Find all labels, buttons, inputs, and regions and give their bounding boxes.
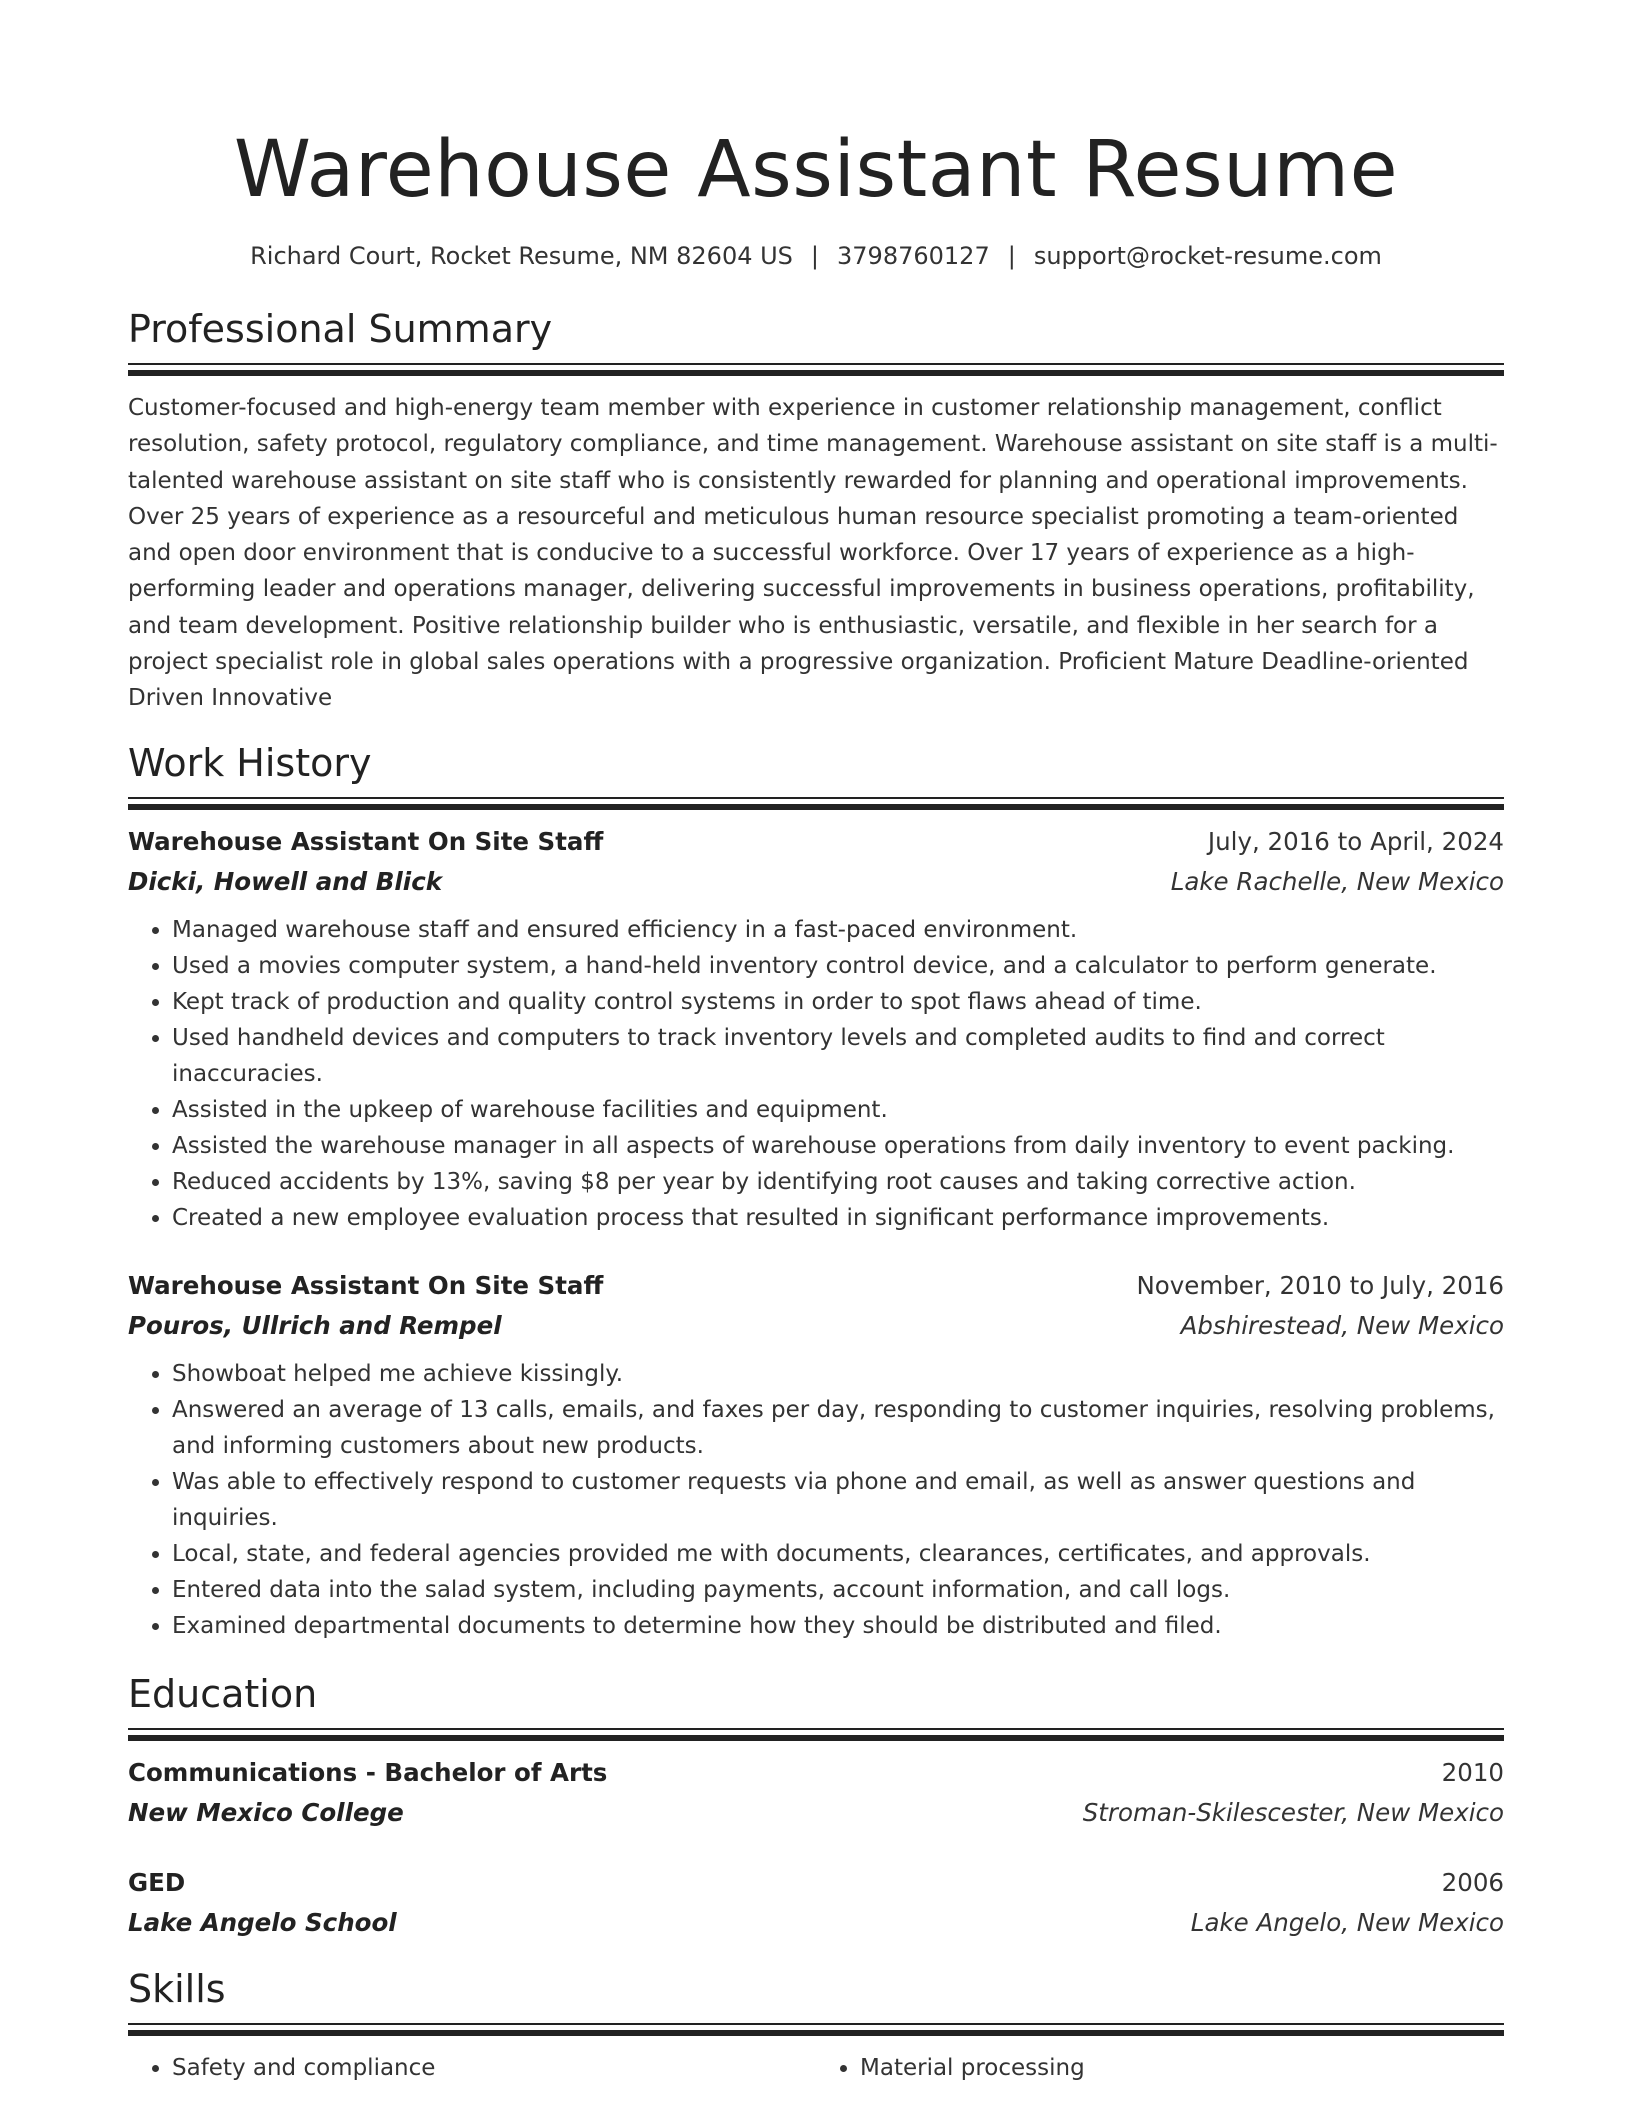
job-title: Warehouse Assistant On Site Staff bbox=[128, 826, 604, 856]
education-location: Stroman-Skilescester, New Mexico bbox=[1082, 1797, 1504, 1827]
job-bullet: • Examined departmental documents to determine how they should be distributed and filed. bbox=[172, 1608, 1504, 1644]
contact-email[interactable]: support@rocket-resume.com bbox=[1033, 242, 1382, 270]
job-title: Warehouse Assistant On Site Staff bbox=[128, 1270, 604, 1300]
job-bullet: • Used handheld devices and computers to track inventory levels and completed audits to find and correct inaccuracies. bbox=[172, 1020, 1504, 1092]
job-dates: July, 2016 to April, 2024 bbox=[1207, 826, 1504, 856]
section-divider bbox=[128, 363, 1504, 376]
education-school: New Mexico College bbox=[128, 1797, 404, 1827]
job-bullet: • Assisted in the upkeep of warehouse facilities and equipment. bbox=[172, 1092, 1504, 1128]
job-bullet: • Used a movies computer system, a hand-held inventory control device, and a calculator to perform generate. bbox=[172, 948, 1504, 984]
education-entry bbox=[128, 1863, 1504, 1943]
education-degree: Communications - Bachelor of Arts bbox=[128, 1757, 608, 1787]
job-dates: November, 2010 to July, 2016 bbox=[1136, 1270, 1504, 1300]
job-bullet: • Entered data into the salad system, including payments, account information, and call logs. bbox=[172, 1572, 1504, 1608]
job-bullet: • Answered an average of 13 calls, emails, and faxes per day, responding to customer inquiries, resolving problems, and informing customers about new products. bbox=[172, 1392, 1504, 1464]
contact-line bbox=[128, 240, 1504, 272]
job-company: Dicki, Howell and Blick bbox=[128, 866, 443, 896]
summary-text: Customer-focused and high-energy team member with experience in customer relationship management, conflict resolution, safety protocol, regulatory compliance, and time management. Warehouse assistant on site staff is a multi-talented warehouse assistant on site staff who is consistently rewarded for planning and operational improvements. Over 25 years of experience as a resourceful and meticulous human resource specialist promoting a team-oriented and open door environment that is conducive to a successful workforce. Over 17 years of experience as a high-performing leader and operations manager, delivering successful improvements in business operations, profitability, and team development. Positive relationship builder who is enthusiastic, versatile, and flexible in her search for a project specialist role in global sales operations with a progressive organization. Proficient Mature Deadline-oriented Driven Innovative bbox=[128, 395, 1498, 712]
contact-address: Richard Court, Rocket Resume, NM 82604 US bbox=[250, 242, 793, 270]
section-divider bbox=[128, 797, 1504, 810]
skills-list bbox=[128, 2050, 1504, 2086]
job-bullet: • Was able to effectively respond to customer requests via phone and email, as well as answer questions and inquiries. bbox=[172, 1464, 1504, 1536]
skills-section bbox=[128, 1965, 1504, 2086]
education-heading: Education bbox=[128, 1671, 318, 1716]
job-bullets bbox=[128, 912, 1504, 1236]
education-location: Lake Angelo, New Mexico bbox=[1190, 1907, 1504, 1937]
contact-separator: | bbox=[810, 242, 820, 270]
job-bullet: • Reduced accidents by 13%, saving $8 per year by identifying root causes and taking corrective action. bbox=[172, 1164, 1504, 1200]
education-degree: GED bbox=[128, 1867, 186, 1897]
contact-separator: | bbox=[1007, 242, 1016, 270]
contact-phone: 3798760127 bbox=[837, 242, 990, 270]
job-bullet: • Managed warehouse staff and ensured efficiency in a fast-paced environment. bbox=[172, 912, 1504, 948]
summary-section bbox=[128, 305, 1504, 717]
summary-heading: Professional Summary bbox=[128, 307, 553, 351]
skill-item: • Safety and compliance bbox=[172, 2050, 816, 2086]
work-history-section bbox=[128, 739, 1504, 1644]
education-entry bbox=[128, 1753, 1504, 1833]
resume-title: Warehouse Assistant Resume bbox=[233, 125, 1399, 215]
skills-heading: Skills bbox=[128, 1966, 226, 2011]
job-entry bbox=[128, 822, 1504, 1236]
job-location: Abshirestead, New Mexico bbox=[1180, 1310, 1504, 1340]
job-bullet: • Assisted the warehouse manager in all aspects of warehouse operations from daily inventory to event packing. bbox=[172, 1128, 1504, 1164]
skill-item: • Material processing bbox=[860, 2050, 1504, 2086]
job-bullet: • Created a new employee evaluation process that resulted in significant performance improvements. bbox=[172, 1200, 1504, 1236]
skills-column-right bbox=[816, 2050, 1504, 2086]
work-history-heading: Work History bbox=[128, 740, 372, 785]
job-bullet: • Local, state, and federal agencies provided me with documents, clearances, certificates, and approvals. bbox=[172, 1536, 1504, 1572]
job-entry bbox=[128, 1266, 1504, 1644]
job-bullet: • Kept track of production and quality control systems in order to spot flaws ahead of time. bbox=[172, 984, 1504, 1020]
section-divider bbox=[128, 2023, 1504, 2036]
education-year: 2010 bbox=[1441, 1757, 1504, 1787]
education-school: Lake Angelo School bbox=[128, 1907, 397, 1937]
job-bullets bbox=[128, 1356, 1504, 1644]
job-location: Lake Rachelle, New Mexico bbox=[1170, 866, 1504, 896]
skills-column-left bbox=[128, 2050, 816, 2086]
education-section bbox=[128, 1670, 1504, 1943]
job-bullet: • Showboat helped me achieve kissingly. bbox=[172, 1356, 1504, 1392]
section-divider bbox=[128, 1728, 1504, 1741]
job-company: Pouros, Ullrich and Rempel bbox=[128, 1310, 502, 1340]
education-year: 2006 bbox=[1441, 1867, 1504, 1897]
